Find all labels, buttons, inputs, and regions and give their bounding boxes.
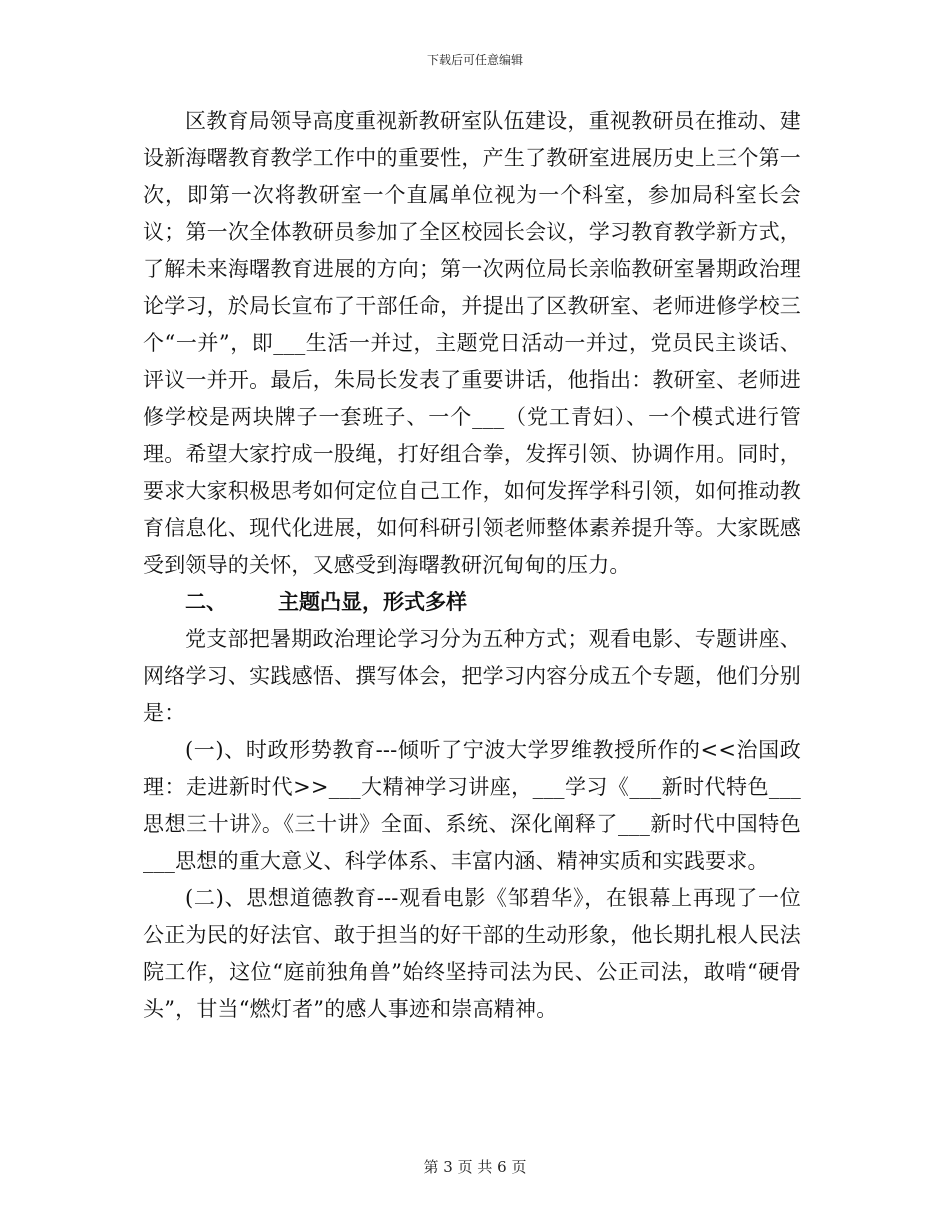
document-body <box>143 103 801 1028</box>
section-title: 主题凸显，形式多样 <box>278 590 467 614</box>
paragraph-moral-education: (二)、思想道德教育---观看电影《邹碧华》，在银幕上再现了一位公正为民的好法官、敢于担当的好干部的生动形象，他长期扎根人民法院工作，这位“庭前独角兽”始终坚持司法为民、公正司法，敢啃“硬骨头”，甘当“燃灯者”的感人事迹和崇高精神。 <box>143 886 801 1021</box>
paragraph-study-methods: 党支部把暑期政治理论学习分为五种方式；观看电影、专题讲座、网络学习、实践感悟、撰写体会，把学习内容分成五个专题，他们分别是： <box>143 627 801 725</box>
paragraph-political-education: (一)、时政形势教育---倾听了宁波大学罗维教授所作的<<治国政理：走进新时代>>___大精神学习讲座，___学习《___新时代特色___思想三十讲》。《三十讲》全面、系统、深化阐释了___新时代中国特色___思想的重大意义、科学体系、丰富内涵、精神实质和实践要求。 <box>143 738 801 873</box>
section-heading <box>143 584 801 621</box>
page-footer: 第 3 页 共 6 页 <box>423 1158 527 1176</box>
page-header: 下载后可任意编辑 <box>426 53 523 67</box>
section-number: 二、 <box>185 590 227 614</box>
paragraph-leadership: 区教育局领导高度重视新教研室队伍建设，重视教研员在推动、建设新海曙教育教学工作中的重要性，产生了教研室进展历史上三个第一次，即第一次将教研室一个直属单位视为一个科室，参加局科室长会议；第一次全体教研员参加了全区校园长会议，学习教育教学新方式，了解未来海曙教育进展的方向；第一次两位局长亲临教研室暑期政治理论学习，於局长宣布了干部任命，并提出了区教研室、老师进修学校三个“一并”，即___生活一并过，主题党日活动一并过，党员民主谈话、评议一并开。最后，朱局长发表了重要讲话，他指出：教研室、老师进修学校是两块牌子一套班子、一个___（党工青妇）、一个模式进行管理。希望大家拧成一股绳，打好组合拳，发挥引领、协调作用。同时，要求大家积极思考如何定位自己工作，如何发挥学科引领，如何推动教育信息化、现代化进展，如何科研引领老师整体素养提升等。大家既感受到领导的关怀，又感受到海曙教研沉甸甸的压力。 <box>143 109 801 577</box>
